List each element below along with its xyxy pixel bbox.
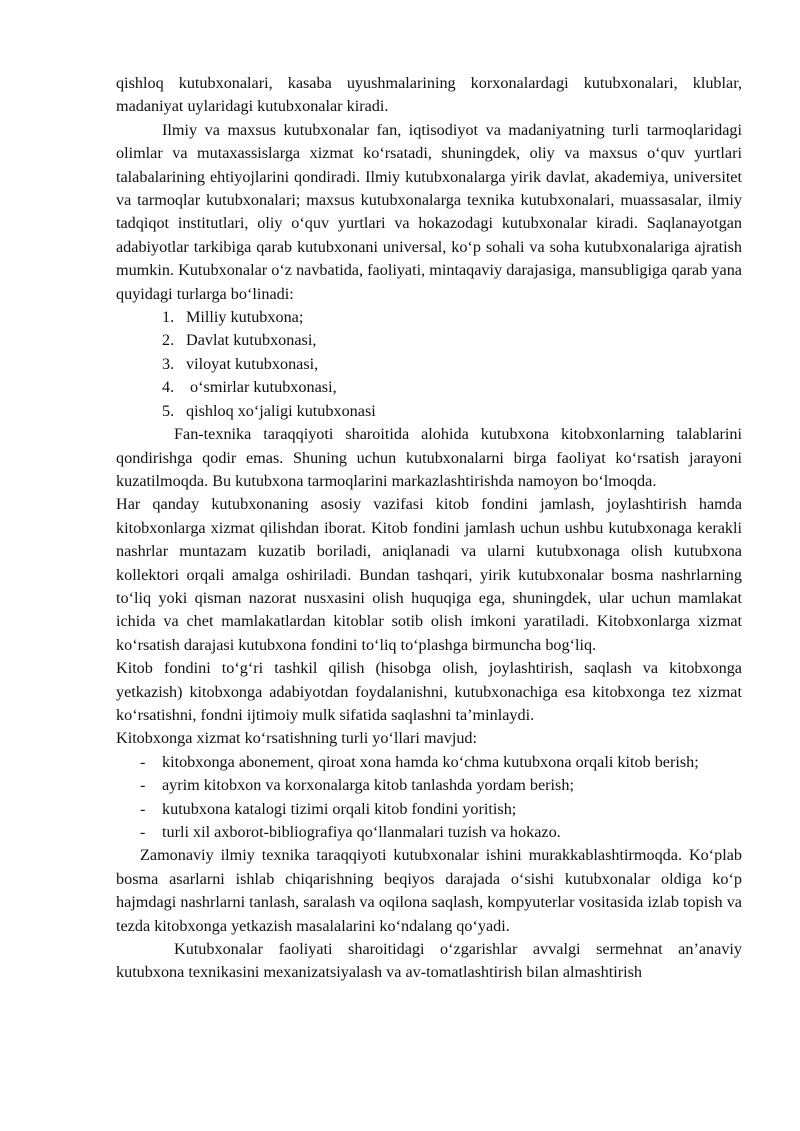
list-item (116, 798, 742, 821)
list-number: 5. (162, 401, 175, 420)
list-item-text: o‘smirlar kutubxonasi, (186, 378, 337, 397)
list-item-text: turli xil axborot-bibliografiya qo‘llanmalari tuzish va hokazo. (162, 823, 561, 841)
library-types-list (116, 306, 742, 423)
paragraph-scientific-libraries: Ilmiy va maxsus kutubxonalar fan, iqtisodiyot va madaniyatning turli tarmoqlaridagi olimlar va mutaxassislarga xizmat ko‘rsatadi, shuningdek, oliy va maxsus o‘quv yurtlari talabalarining ehtiyojlarini qondiradi. Ilmiy kutubxonalarga yirik davlat, akademiya, universitet va tarmoqlar kutubxonalari; maxsus kutubxonalarga texnika kutubxonalari, muassasalar, ilmiy tadqiqot institutlari, oliy o‘quv yurtlari va hokazodagi kutubxonalar kiradi. Saqlanayotgan adabiyotlar tarkibiga qarab kutubxonani universal, ko‘p sohali va soha kutubxonalariga ajratish mumkin. Kutubxonalar o‘z navbatida, faoliyati, mintaqaviy darajasiga, mansubligiga qarab yana quyidagi turlarga bo‘linadi: (116, 120, 742, 303)
list-item-text: Davlat kutubxonasi, (186, 331, 317, 350)
list-item (116, 306, 742, 329)
list-item (116, 329, 742, 352)
paragraph-modern-progress: Zamonaviy ilmiy texnika taraqqiyoti kutubxonalar ishini murakkablashtirmoqda. Ko‘plab bosma asarlarni ishlab chiqarishning beqiyos darajada o‘sishi kutubxonalar oldiga ko‘p hajmdagi nashrlarni tanlash, saralash va oqilona saqlash, kompyuterlar vositasida izlab topish va tezda kitobxonga yetkazish masalalarini ko‘ndalang qo‘yadi. (116, 846, 742, 935)
list-item (116, 376, 742, 399)
list-item (116, 774, 742, 797)
paragraph-science-tech-progress: Fan-texnika taraqqiyoti sharoitida alohida kutubxona kitobxonlarning talablarini qondirishga qodir emas. Shuning uchun kutubxonalarni birga faoliyat ko‘rsatish jarayoni kuzatilmoqda. Bu kutubxona tarmoqlarini markazlashtirishda namoyon bo‘lmoqda. (116, 425, 742, 490)
list-dash: - (140, 823, 146, 841)
paragraph-intro-continuation: qishloq kutubxonalari, kasaba uyushmalarining korxonalardagi kutubxonalari, klublar, madaniyat uylaridagi kutubxonalar kiradi. (116, 74, 742, 116)
list-dash: - (140, 752, 146, 771)
list-item-text: kutubxona katalogi tizimi orqali kitob fondini yoritish; (162, 799, 517, 818)
paragraph-activity-changes: Kutubxonalar faoliyati sharoitidagi o‘zgarishlar avvalgi sermehnat an’anaviy kutubxona texnikasini mexanizatsiyalash va av-tomatlashtirish bilan almashtirish (116, 940, 742, 982)
list-item (116, 821, 742, 844)
list-item (116, 353, 742, 376)
list-dash: - (140, 799, 146, 818)
document-page (116, 72, 742, 985)
list-item (116, 751, 742, 774)
list-item-text: qishloq xo‘jaligi kutubxonasi (186, 401, 376, 420)
list-number: 3. (162, 354, 175, 373)
list-item-text: Milliy kutubxona; (186, 308, 304, 327)
paragraph-book-fund: Kitob fondini to‘g‘ri tashkil qilish (hisobga olish, joylashtirish, saqlash va kitobxonga yetkazish) kitobxonga adabiyotdan foydalanishni, kutubxonachiga esa kitobxonga tez xizmat ko‘rsatishni, fondni ijtimoiy mulk sifatida saqlashni ta’minlaydi. (116, 659, 742, 724)
list-number: 1. (162, 308, 175, 327)
paragraph-main-task: Har qanday kutubxonaning asosiy vazifasi kitob fondini jamlash, joylashtirish hamda kitobxonlarga xizmat qilishdan iborat. Kitob fondini jamlash uchun ushbu kutubxonaga kerakli nashrlar muntazam kuzatib boriladi, aniqlanadi va ularni kutubxonaga olish kutubxona kollektori orqali amalga oshiriladi. Bundan tashqari, yirik kutubxonalar bosma nashrlarning to‘liq yoki qisman nazorat nusxasini olish huquqiga ega, shuningdek, ular uchun mamlakat ichida va chet mamlakatlardan kitoblar sotib olish imkoni yaratiladi. Kitobxonlarga xizmat ko‘rsatish darajasi kutubxona fondini to‘liq to‘plashga birmuncha bog‘liq. (116, 495, 742, 654)
list-item-text: ayrim kitobxon va korxonalarga kitob tanlashda yordam berish; (162, 776, 574, 795)
service-ways-list (116, 751, 742, 845)
paragraph-service-ways-intro: Kitobxonga xizmat ko‘rsatishning turli yo‘llari mavjud: (116, 729, 478, 748)
list-item-text: kitobxonga abonement, qiroat xona hamda ko‘chma kutubxona orqali kitob berish; (162, 752, 699, 771)
list-item (116, 400, 742, 423)
list-dash: - (140, 776, 146, 795)
list-number: 2. (162, 331, 175, 350)
list-number: 4. (162, 378, 175, 397)
list-item-text: viloyat kutubxonasi, (186, 354, 319, 373)
